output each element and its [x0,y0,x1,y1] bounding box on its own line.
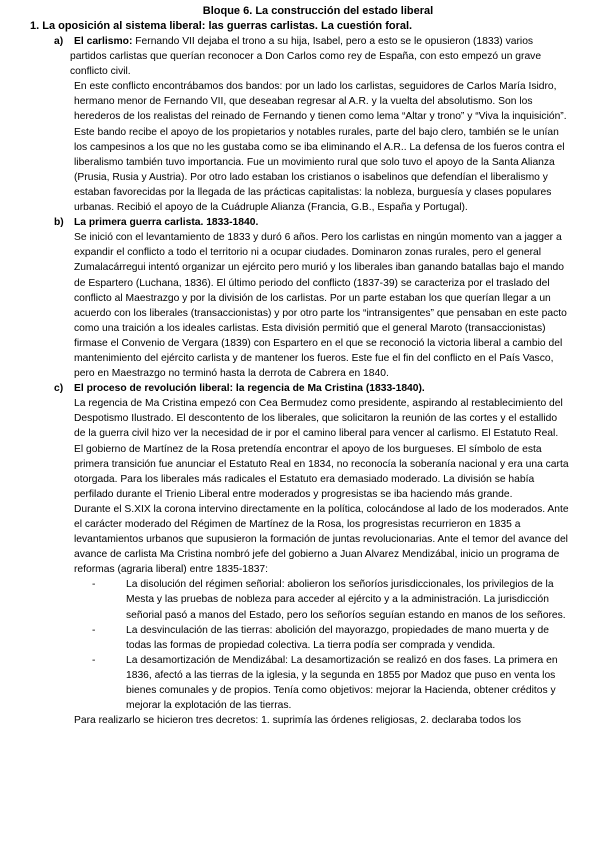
paragraph: El gobierno de Martínez de la Rosa pretendía encontrar el apoyo de los burgueses. El símbolo de esta primera transición fue anunciar el Estatuto Real en 1834, no reconocía la soberanía nacional y era una carta otorgada. Para los liberales más radicales el Estatuto era demasiado moderado. La división se había perfilado durante el Trienio Liberal entre moderados y progresistas se iba haciendo más grande. [74,443,569,500]
subsection-title: El proceso de revolución liberal: la regencia de Ma Cristina (1833-1840). [74,383,425,395]
closing-paragraph: Para realizarlo se hicieron tres decretos: 1. suprimía las órdenes religiosas, 2. declaraba todos los [74,715,521,727]
subsection-title: La primera guerra carlista. 1833-1840. [74,217,259,229]
paragraph: Se inició con el levantamiento de 1833 y duró 6 años. Pero los carlistas en ningún momento van a jagger a expandir el conflicto a todo el territorio ni a ocupar ciudades. Dominaron zonas rurales, pero el general Zumalacárregui intentó organizar un ejército pero murió y los liberales iban ganando batallas bajo el mando de Espartero (Luchana, 1836). El último periodo del conflicto (1837-39) se caracteriza por el traslado del conflicto al Maestrazgo y por la división de los carlistas. Por un parte estaban los que querían llegar a un acuerdo con los liberales (transaccionistas) y por otro parte los “intransigentes” que pensaban en este pacto como una traición a los ideales carlistas. Esta división permitió que el general Maroto (transaccionistas) firmase el Convenio de Vergara (1839) con Espartero en el que se reconoció la victoria liberal a cambio del mantenimiento del ejército carlista y de mantener los fueros. Este fue el fin del conflicto en el País Vasco, pero en Maestrazgo no terminó hasta la derrota de Cabrera en 1840. [74,232,567,380]
paragraph: La regencia de Ma Cristina empezó con Cea Bermudez como presidente, aspirando al restablecimiento del Despotismo Ilustrado. El descontento de los liberales, que solicitaron la reunión de las cortes y el estallido de la guerra civil hizo ver la necesidad de ir por el camino liberal para vencer al carlismo. El Estatuto Real. [74,398,563,440]
document-title: Bloque 6. La construcción del estado liberal [202,5,434,17]
paragraph: En este conflicto encontrábamos dos bandos: por un lado los carlistas, seguidores de Carlos María Isidro, hermano menor de Fernando VII, que deseaban regresar al A.R. y la vuelta del absolutismo. Son los herederos de los realistas del reinado de Fernando y tienen como lema “Altar y trono” y “Viva la inquisición”. Este bando recibe el apoyo de los propietarios y notables rurales, parte del bajo clero, también se le unían los campesinos a los que no les gustaba como se iba eliminando el A.R.. La defensa de los fueros contra el liberalismo también tuvo importancia. Fue un movimiento rural que solo tuvo el apoyo de la Santa Alianza (Prusia, Rusia y Austria). Por otro lado estaban los cristianos o isabelinos que defendían el liberalismo y estaban favorecidas por la llegada de las prácticas capitalistas: la nobleza, burguesía y clases populares urbanas. Recibió el apoyo de la Cuádruple Alianza (Francia, G.B., España y Portugal). [74,81,567,214]
subsection-carlismo [30,34,570,215]
subsection-label: a) [54,36,64,47]
subsection-primera-guerra [30,215,570,381]
list-dash: - [92,654,96,666]
subsection-title: El carlismo: [74,36,133,47]
subsection-regencia [30,381,570,728]
list-dash: - [92,624,96,636]
section-heading: 1. La oposición al sistema liberal: las guerras carlistas. La cuestión foral. [30,20,413,32]
list-item: - La desamortización de Mendizábal: La desamortización se realizó en dos fases. La primera en 1836, afectó a las tierras de la iglesia, y la segunda en 1855 por Madoz que puso en venta los bienes comunales y de propios. Tenía como objetivos: mejorar la Hacienda, obtener créditos y mejorar la explotación de las tierras. [92,654,558,712]
list-item: - La desvinculación de las tierras: abolición del mayorazgo, propiedades de mano muerta y de todas las formas de propiedad colectiva. La tierra podía ser comprada y vendida. [92,624,549,651]
list-item: - La disolución del régimen señorial: abolieron los señoríos jurisdiccionales, los privilegios de la Mesta y las pruebas de nobleza para acceder al ejército y a la administración. La jurisdicción señorial pasó a manos del Estado, pero los señoríos seguían estando en manos de los señores. [92,579,566,621]
subsection-label: b) [54,217,64,229]
list-dash: - [92,579,96,591]
reform-list [74,577,570,713]
paragraph: Durante el S.XIX la corona intervino directamente en la política, colocándose al lado de los moderados. Ante el carácter moderado del Régimen de Martínez de la Rosa, los progresistas recurrieron en 1835 a levantamientos urbanos que supusieron la formación de juntas revolucionarias. Ante el temor del avance del avance de carlista Ma Cristina nombró jefe del gobierno a Juan Alvarez Mendizábal, inicio un programa de reformas (agraria liberal) entre 1835-1837: [74,503,569,576]
subsection-label: c) [54,383,64,395]
subsection-intro: Fernando VII dejaba el trono a su hija, Isabel, pero a esto se le opusieron (1833) varios partidos carlistas que querían reconocer a Don Carlos como rey de España, con esto empezó un grave conflicto civil. [70,36,542,78]
